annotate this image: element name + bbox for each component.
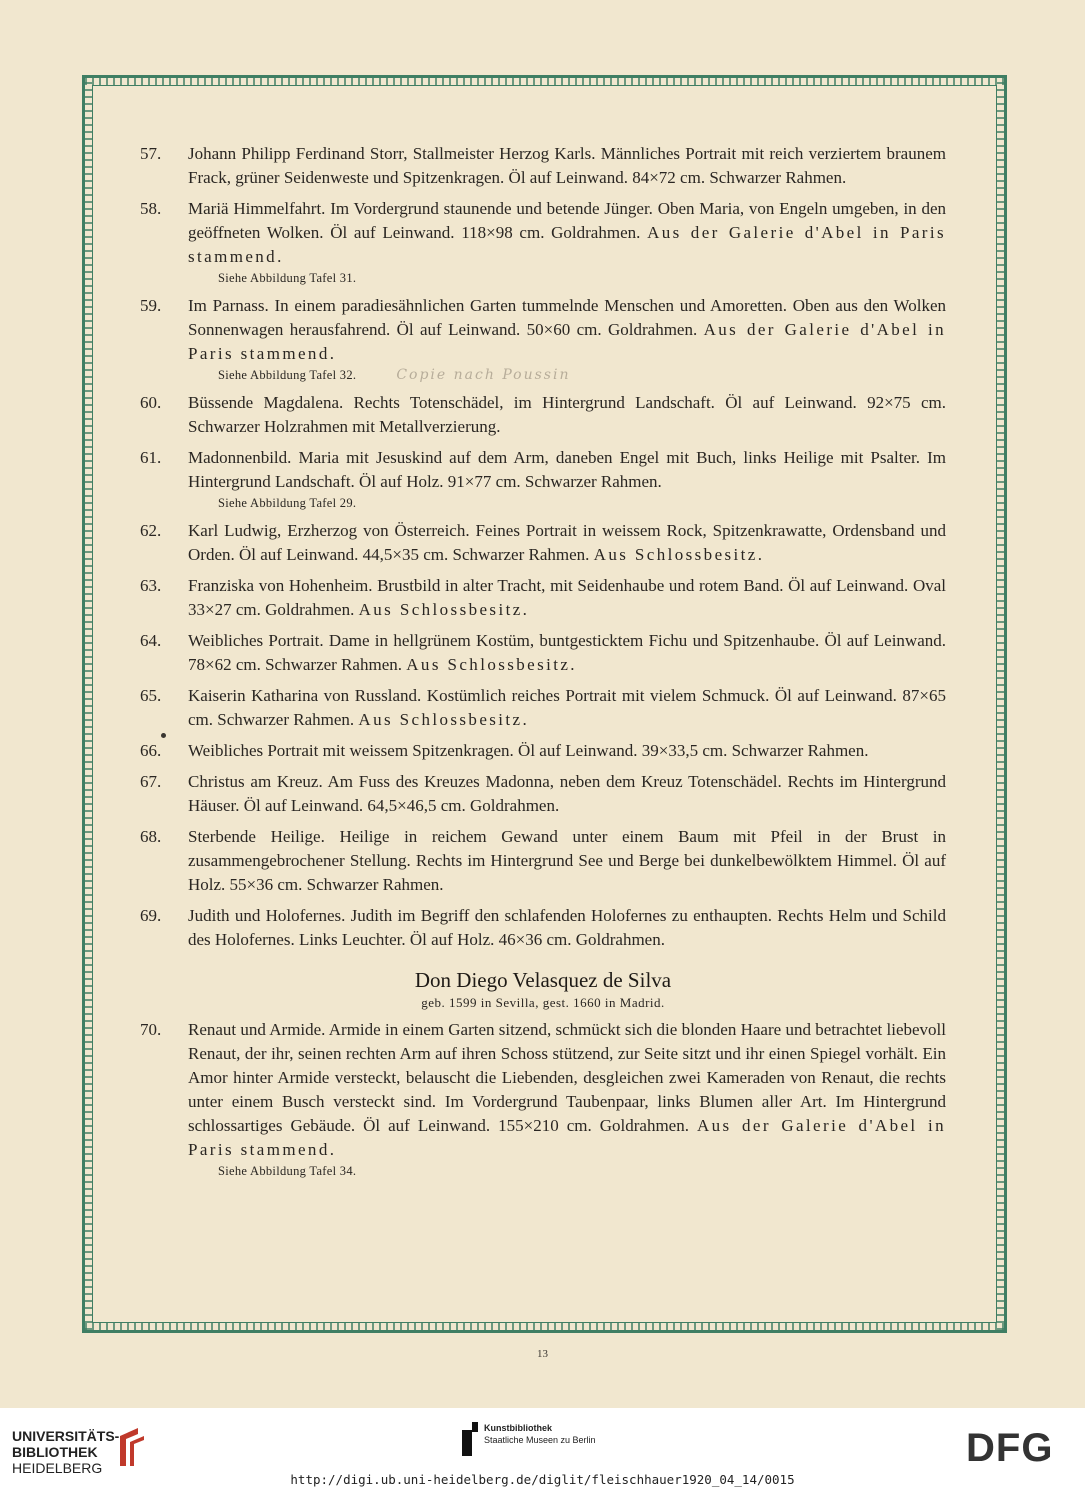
library-line-2: BIBLIOTHEK	[12, 1444, 98, 1460]
university-library-logo-icon	[110, 1424, 150, 1470]
entry-description: Johann Philipp Ferdinand Storr, Stallmeister Herzog Karls. Männliches Portrait mit reich verziertem braunem Frack, grüner Seidenweste und Spitzenkragen. Öl auf Leinwand. 84×72 cm. Schwarzer Rahmen.	[188, 144, 946, 187]
entry-plate-reference	[218, 1162, 946, 1180]
entry-provenance: Aus der Galerie d'Abel in Paris stammend.	[188, 223, 946, 266]
library-line-1: UNIVERSITÄTS-	[12, 1428, 120, 1444]
entry-description: Judith und Holofernes. Judith im Begriff den schlafenden Holofernes zu enthaupten. Rechts Helm und Schild des Holofernes. Links Leuchter. Öl auf Holz. 46×36 cm. Goldrahmen.	[188, 906, 946, 949]
footer-bar	[0, 1408, 1085, 1491]
pencil-annotation: Copie nach Poussin	[396, 367, 571, 383]
entry-plate-reference	[218, 366, 946, 384]
entry-body	[188, 825, 946, 897]
entry-body	[188, 770, 946, 818]
entry-number: 67.	[140, 772, 162, 791]
catalog-content	[140, 142, 946, 1187]
kunst-line-1: Kunstbibliothek	[484, 1423, 552, 1433]
catalog-list-c	[140, 1018, 946, 1180]
entry-description: Sterbende Heilige. Heilige in reichem Gewand unter einem Baum mit Pfeil in der Brust in zusammengebrochener Stellung. Rechts im Hintergrund See und Berge bei dunkelbewölktem Himmel. Öl auf Holz. 55×36 cm. Schwarzer Rahmen.	[188, 827, 946, 894]
entry-number: 64.	[140, 631, 162, 650]
entry-number: 61.	[140, 448, 162, 467]
entry-number: 58.	[140, 199, 162, 218]
catalog-entry	[140, 294, 946, 384]
catalog-entry	[140, 684, 946, 732]
entry-body	[188, 684, 946, 732]
entry-number: 62.	[140, 521, 162, 540]
entry-number: 63.	[140, 576, 162, 595]
entry-body	[188, 446, 946, 512]
university-library-name	[12, 1428, 119, 1476]
entry-provenance: Aus Schlossbesitz.	[358, 600, 530, 619]
entry-provenance: Aus Schlossbesitz.	[406, 655, 577, 674]
entry-body	[188, 294, 946, 384]
entry-number: 70.	[140, 1020, 162, 1039]
plate-reference-text: Siehe Abbildung Tafel 32.	[218, 368, 357, 382]
ink-mark	[161, 733, 166, 738]
kunstbibliothek-name	[484, 1422, 596, 1446]
catalog-list-b	[140, 739, 946, 952]
entry-body	[188, 197, 946, 287]
artist-life-dates: geb. 1599 in Sevilla, gest. 1660 in Madrid.	[421, 995, 665, 1010]
entry-number: 66.	[140, 741, 162, 760]
entry-description: Karl Ludwig, Erzherzog von Österreich. Feines Portrait in weissem Rock, Spitzenkrawatte, Ordensband und Orden. Öl auf Leinwand. 44,5×35 cm. Schwarzer Rahmen.	[188, 521, 946, 564]
entry-provenance: Aus Schlossbesitz.	[358, 710, 530, 729]
entry-provenance: Aus Schlossbesitz.	[593, 545, 765, 564]
entry-number: 65.	[140, 686, 162, 705]
entry-provenance: Aus der Galerie d'Abel in Paris stammend.	[188, 1116, 946, 1159]
entry-description: Mariä Himmelfahrt. Im Vordergrund staunende und betende Jünger. Oben Maria, von Engeln umgeben, in den geöffneten Wolken. Öl auf Leinwand. 118×98 cm. Goldrahmen.	[188, 199, 946, 242]
catalog-entry	[140, 519, 946, 567]
library-line-3: HEIDELBERG	[12, 1460, 103, 1476]
kunstbibliothek-logo-icon	[462, 1422, 478, 1456]
entry-number: 59.	[140, 296, 162, 315]
entry-description: Büssende Magdalena. Rechts Totenschädel, im Hintergrund Landschaft. Öl auf Leinwand. 92×75 cm. Schwarzer Holzrahmen mit Metallverzierung.	[188, 393, 946, 436]
catalog-entry	[140, 197, 946, 287]
entry-description: Im Parnass. In einem paradiesähnlichen Garten tummelnde Menschen und Amoretten. Oben aus den Wolken Sonnenwagen herausfahrend. Öl auf Leinwand. 50×60 cm. Goldrahmen.	[188, 296, 946, 339]
catalog-entry	[140, 825, 946, 897]
entry-description: Weibliches Portrait mit weissem Spitzenkragen. Öl auf Leinwand. 39×33,5 cm. Schwarzer Rahmen.	[188, 741, 869, 760]
entry-body	[188, 142, 946, 190]
dfg-logo: DFG	[966, 1426, 1054, 1470]
entry-number: 57.	[140, 144, 162, 163]
catalog-entry	[140, 629, 946, 677]
entry-body	[188, 904, 946, 952]
entry-number: 60.	[140, 393, 162, 412]
plate-reference-text: Siehe Abbildung Tafel 31.	[218, 271, 357, 285]
entry-body	[188, 739, 946, 763]
catalog-entry	[140, 574, 946, 622]
entry-plate-reference	[218, 269, 946, 287]
plate-reference-text: Siehe Abbildung Tafel 34.	[218, 1164, 357, 1178]
entry-plate-reference	[218, 494, 946, 512]
entry-body	[188, 574, 946, 622]
catalog-entry	[140, 904, 946, 952]
kunst-line-2: Staatliche Museen zu Berlin	[484, 1435, 596, 1445]
entry-body	[188, 391, 946, 439]
entry-body	[188, 519, 946, 567]
source-url[interactable]: http://digi.ub.uni-heidelberg.de/diglit/fleischhauer1920_04_14/0015	[290, 1472, 795, 1487]
entry-number: 68.	[140, 827, 162, 846]
entry-provenance: Aus der Galerie d'Abel in Paris stammend.	[188, 320, 947, 363]
entry-description: Renaut und Armide. Armide in einem Garten sitzend, schmückt sich die blonden Haare und betrachtet liebevoll Renaut, der ihr, seinen rechten Arm auf ihren Schoss stützend, zur Seite sitzt und ihr einen Spiegel vorhält. Ein Amor hinter Armide versteckt, belauscht die Liebenden, desgleichen zwei Kameraden von Renaut, die rechts unter einem Busch versteckt sind. Im Vordergrund Taubenpaar, links Blumen aller Art. Im Hintergrund schlossartiges Gebäude. Öl auf Leinwand. 155×210 cm. Goldrahmen.	[188, 1020, 946, 1135]
catalog-entry	[140, 391, 946, 439]
catalog-entry	[140, 770, 946, 818]
entry-description: Madonnenbild. Maria mit Jesuskind auf dem Arm, daneben Engel mit Buch, links Heilige mit Psalter. Im Hintergrund Landschaft. Öl auf Holz. 91×77 cm. Schwarzer Rahmen.	[188, 448, 946, 491]
entry-body	[188, 629, 946, 677]
entry-description: Weibliches Portrait. Dame in hellgrünem Kostüm, buntgesticktem Fichu und Spitzenhaube. Öl auf Leinwand. 78×62 cm. Schwarzer Rahmen.	[188, 631, 946, 674]
entry-description: Kaiserin Katharina von Russland. Kostümlich reiches Portrait mit vielem Schmuck. Öl auf Leinwand. 87×65 cm. Schwarzer Rahmen.	[188, 686, 946, 729]
catalog-entry	[140, 739, 946, 763]
catalog-entry	[140, 1018, 946, 1180]
catalog-entry	[140, 446, 946, 512]
plate-reference-text: Siehe Abbildung Tafel 29.	[218, 496, 357, 510]
artist-heading: Don Diego Velasquez de Silva	[414, 968, 672, 992]
page-number: 13	[537, 1348, 548, 1360]
entry-description: Franziska von Hohenheim. Brustbild in alter Tracht, mit Seidenhaube und rotem Band. Öl auf Leinwand. Oval 33×27 cm. Goldrahmen.	[188, 576, 946, 619]
entry-description: Christus am Kreuz. Am Fuss des Kreuzes Madonna, neben dem Kreuz Totenschädel. Rechts im Hintergrund Häuser. Öl auf Leinwand. 64,5×46,5 cm. Goldrahmen.	[188, 772, 946, 815]
entry-body	[188, 1018, 946, 1180]
entry-number: 69.	[140, 906, 162, 925]
catalog-list-a	[140, 142, 946, 732]
catalog-entry	[140, 142, 946, 190]
